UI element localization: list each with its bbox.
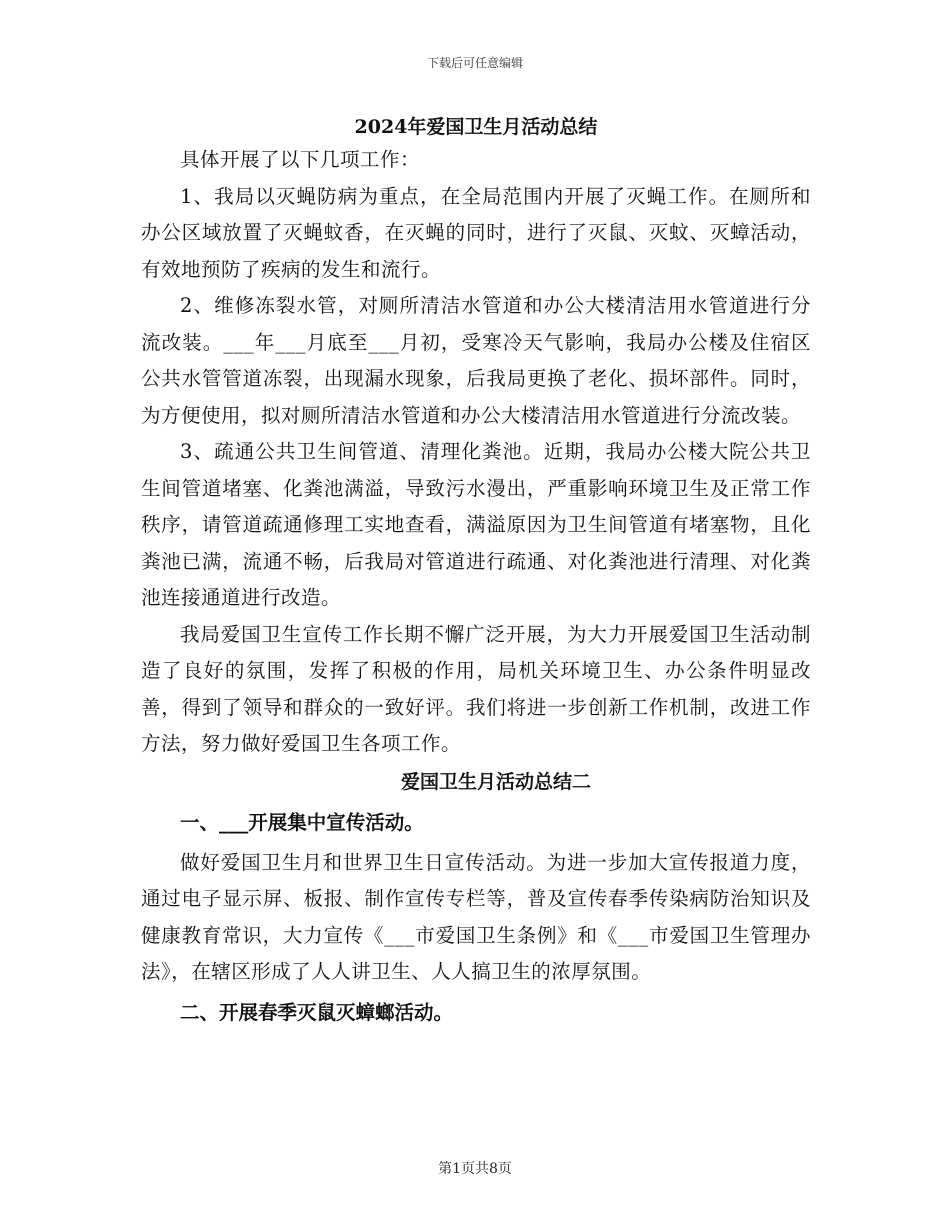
paragraph-item-1: 1、我局以灭蝇防病为重点，在全局范围内开展了灭蝇工作。在厕所和办公区域放置了灭蝇蚊香，在灭蝇的同时，进行了灭鼠、灭蚊、灭蟑活动，有效地预防了疾病的发生和流行。: [141, 184, 811, 281]
document-title: 2024年爱国卫生月活动总结: [354, 116, 598, 138]
section-heading-1: 一、___开展集中宣传活动。: [180, 810, 424, 834]
section-heading-2: 二、开展春季灭鼠灭蟑螂活动。: [180, 1000, 454, 1024]
page-footer: 第1页共8页: [438, 1161, 512, 1177]
paragraph-item-3: 3、疏通公共卫生间管道、清理化粪池。近期，我局办公楼大院公共卫生间管道堵塞、化粪池满溢，导致污水漫出，严重影响环境卫生及正常工作秩序，请管道疏通修理工实地查看，满溢原因为卫生间管道有堵塞物，且化粪池已满，流通不畅，后我局对管道进行疏通、对化粪池进行清理、对化粪池连接通道进行改造。: [141, 440, 811, 609]
paragraph-item-2: 2、维修冻裂水管，对厕所清洁水管道和办公大楼清洁用水管道进行分流改装。___年___月底至___月初，受寒冷天气影响，我局办公楼及住宿区公共水管管道冻裂，出现漏水现象，后我局更换了老化、损坏部件。同时，为方便使用，拟对厕所清洁水管道和办公大楼清洁用水管道进行分流改装。: [141, 294, 811, 427]
section-title-2: 爱国卫生月活动总结二: [400, 770, 591, 793]
page-header: 下载后可任意编辑: [426, 56, 523, 70]
document-body: [141, 112, 811, 1035]
paragraph-intro: 具体开展了以下几项工作：: [180, 148, 421, 171]
paragraph-conclusion: 我局爱国卫生宣传工作长期不懈广泛开展，为大力开展爱国卫生活动制造了良好的氛围，发挥了积极的作用，局机关环境卫生、办公条件明显改善，得到了领导和群众的一致好评。我们将进一步创新工作机制，改进工作方法，努力做好爱国卫生各项工作。: [141, 622, 811, 755]
paragraph-publicity: 做好爱国卫生月和世界卫生日宣传活动。为进一步加大宣传报道力度，通过电子显示屏、板报、制作宣传专栏等，普及宣传春季传染病防治知识及健康教育常识，大力宣传《___市爱国卫生条例》和《___市爱国卫生管理办法》，在辖区形成了人人讲卫生、人人搞卫生的浓厚氛围。: [141, 850, 811, 983]
